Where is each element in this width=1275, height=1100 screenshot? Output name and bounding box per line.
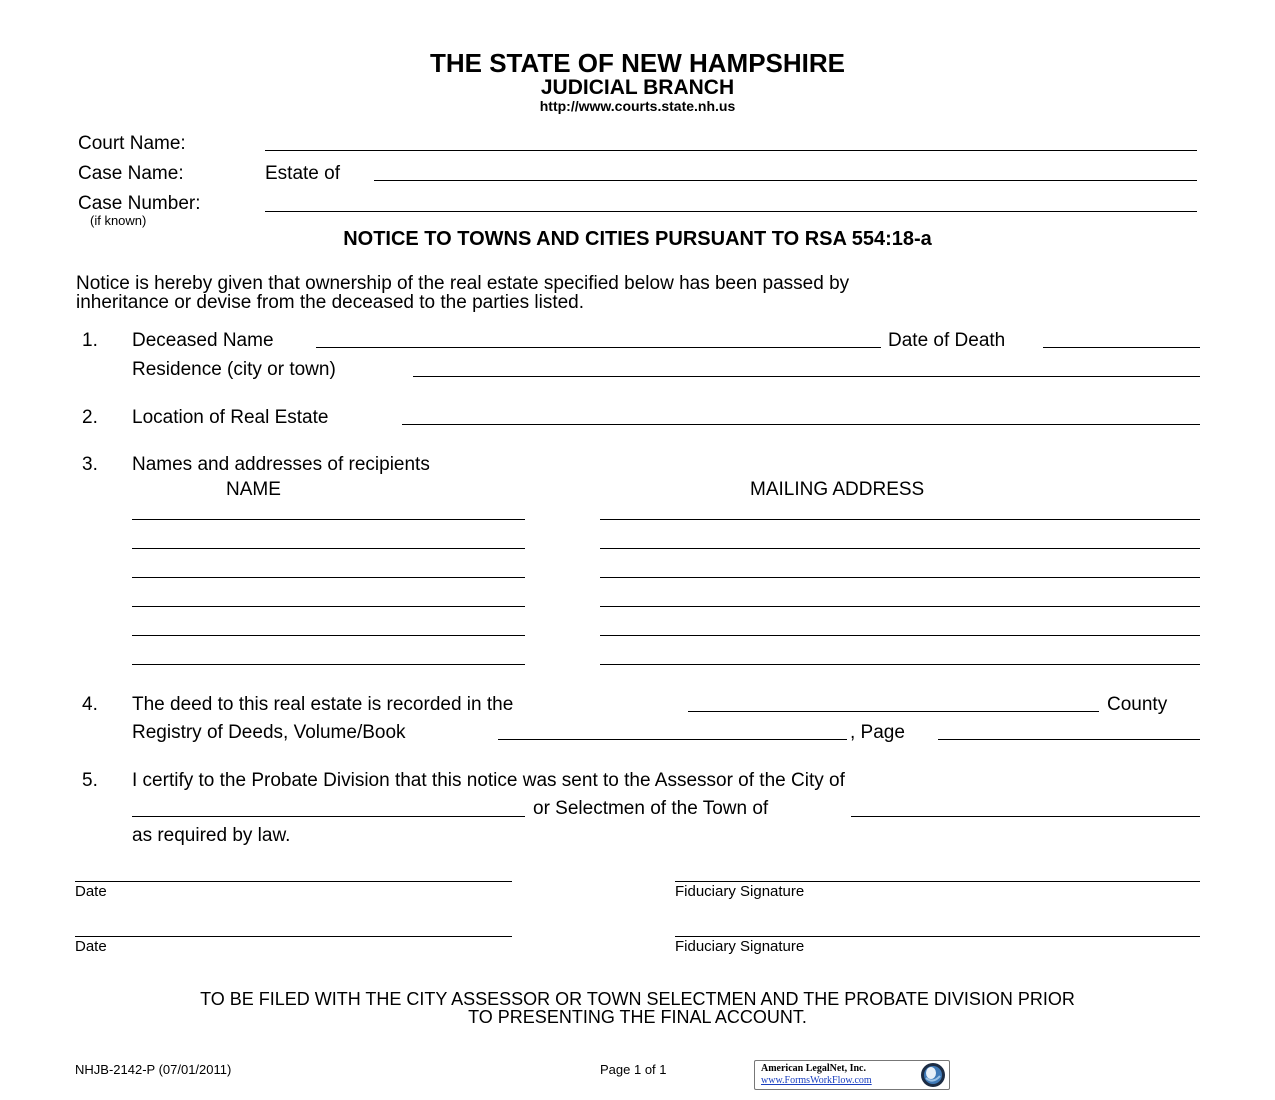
recipient-address-field[interactable] bbox=[600, 635, 1200, 636]
fiduciary-label-1: Fiduciary Signature bbox=[675, 883, 805, 900]
court-name-label: Court Name: bbox=[78, 133, 186, 154]
form-title: NOTICE TO TOWNS AND CITIES PURSUANT TO RSA 554:18-a bbox=[343, 228, 932, 250]
deceased-name-field[interactable] bbox=[316, 347, 881, 348]
date-of-death-label: Date of Death bbox=[888, 330, 1006, 351]
logo-url-link[interactable]: www.FormsWorkFlow.com bbox=[761, 1075, 872, 1086]
court-name-field[interactable] bbox=[265, 150, 1197, 151]
globe-icon bbox=[920, 1062, 946, 1088]
state-title: THE STATE OF NEW HAMPSHIRE bbox=[429, 48, 846, 78]
residence-label: Residence (city or town) bbox=[132, 359, 336, 380]
american-legalnet-logo[interactable] bbox=[754, 1060, 950, 1090]
deed-label: The deed to this real estate is recorded in the bbox=[132, 694, 514, 715]
form-id: NHJB-2142-P (07/01/2011) bbox=[75, 1062, 232, 1077]
page-label: , Page bbox=[850, 722, 905, 743]
item-3-number: 3. bbox=[82, 454, 98, 475]
page-number: Page 1 of 1 bbox=[600, 1062, 667, 1077]
recipient-name-field[interactable] bbox=[132, 664, 525, 665]
recipient-address-field[interactable] bbox=[600, 519, 1200, 520]
county-label: County bbox=[1107, 694, 1168, 715]
recipient-address-field[interactable] bbox=[600, 664, 1200, 665]
county-field[interactable] bbox=[688, 711, 1099, 712]
logo-company-name: American LegalNet, Inc. bbox=[761, 1063, 866, 1074]
location-label: Location of Real Estate bbox=[132, 407, 329, 428]
location-field[interactable] bbox=[402, 424, 1200, 425]
fiduciary-label-2: Fiduciary Signature bbox=[675, 938, 805, 955]
item-2-number: 2. bbox=[82, 407, 98, 428]
filing-notice-line-2: TO PRESENTING THE FINAL ACCOUNT. bbox=[468, 1007, 807, 1027]
address-column-header: MAILING ADDRESS bbox=[750, 479, 925, 500]
deceased-name-label: Deceased Name bbox=[132, 330, 274, 351]
item-5-number: 5. bbox=[82, 770, 98, 791]
certify-label: I certify to the Probate Division that this notice was sent to the Assessor of the City of bbox=[132, 770, 845, 791]
recipient-name-field[interactable] bbox=[132, 519, 525, 520]
court-url[interactable]: http://www.courts.state.nh.us bbox=[539, 98, 736, 114]
city-field[interactable] bbox=[132, 816, 525, 817]
town-field[interactable] bbox=[851, 816, 1200, 817]
item-1-number: 1. bbox=[82, 330, 98, 351]
estate-of-label: Estate of bbox=[265, 163, 340, 184]
branch-title: JUDICIAL BRANCH bbox=[540, 76, 735, 99]
volume-book-field[interactable] bbox=[498, 739, 847, 740]
fiduciary-signature-field-2[interactable] bbox=[675, 936, 1200, 937]
recipient-name-field[interactable] bbox=[132, 548, 525, 549]
item-4-number: 4. bbox=[82, 694, 98, 715]
recipient-address-field[interactable] bbox=[600, 577, 1200, 578]
date-label-2: Date bbox=[75, 938, 107, 955]
residence-field[interactable] bbox=[413, 376, 1200, 377]
selectmen-label: or Selectmen of the Town of bbox=[533, 798, 769, 819]
intro-line-2: inheritance or devise from the deceased to the parties listed. bbox=[76, 292, 585, 313]
recipient-name-field[interactable] bbox=[132, 635, 525, 636]
if-known-note: (if known) bbox=[90, 213, 147, 228]
recipients-label: Names and addresses of recipients bbox=[132, 454, 430, 475]
date-of-death-field[interactable] bbox=[1043, 347, 1200, 348]
recipient-address-field[interactable] bbox=[600, 548, 1200, 549]
case-name-label: Case Name: bbox=[78, 163, 184, 184]
date-field-1[interactable] bbox=[75, 881, 512, 882]
recipient-name-field[interactable] bbox=[132, 577, 525, 578]
registry-label: Registry of Deeds, Volume/Book bbox=[132, 722, 406, 743]
name-column-header: NAME bbox=[226, 479, 281, 500]
recipient-name-field[interactable] bbox=[132, 606, 525, 607]
intro-line-1: Notice is hereby given that ownership of the real estate specified below has been passed by bbox=[76, 273, 850, 294]
page-field[interactable] bbox=[938, 739, 1200, 740]
as-required-label: as required by law. bbox=[132, 825, 291, 846]
filing-notice-line-1: TO BE FILED WITH THE CITY ASSESSOR OR TOWN SELECTMEN AND THE PROBATE DIVISION PRIOR bbox=[200, 989, 1075, 1009]
date-field-2[interactable] bbox=[75, 936, 512, 937]
case-name-field[interactable] bbox=[374, 180, 1197, 181]
fiduciary-signature-field-1[interactable] bbox=[675, 881, 1200, 882]
date-label-1: Date bbox=[75, 883, 107, 900]
recipient-address-field[interactable] bbox=[600, 606, 1200, 607]
case-number-field[interactable] bbox=[265, 211, 1197, 212]
case-number-label: Case Number: bbox=[78, 193, 201, 214]
